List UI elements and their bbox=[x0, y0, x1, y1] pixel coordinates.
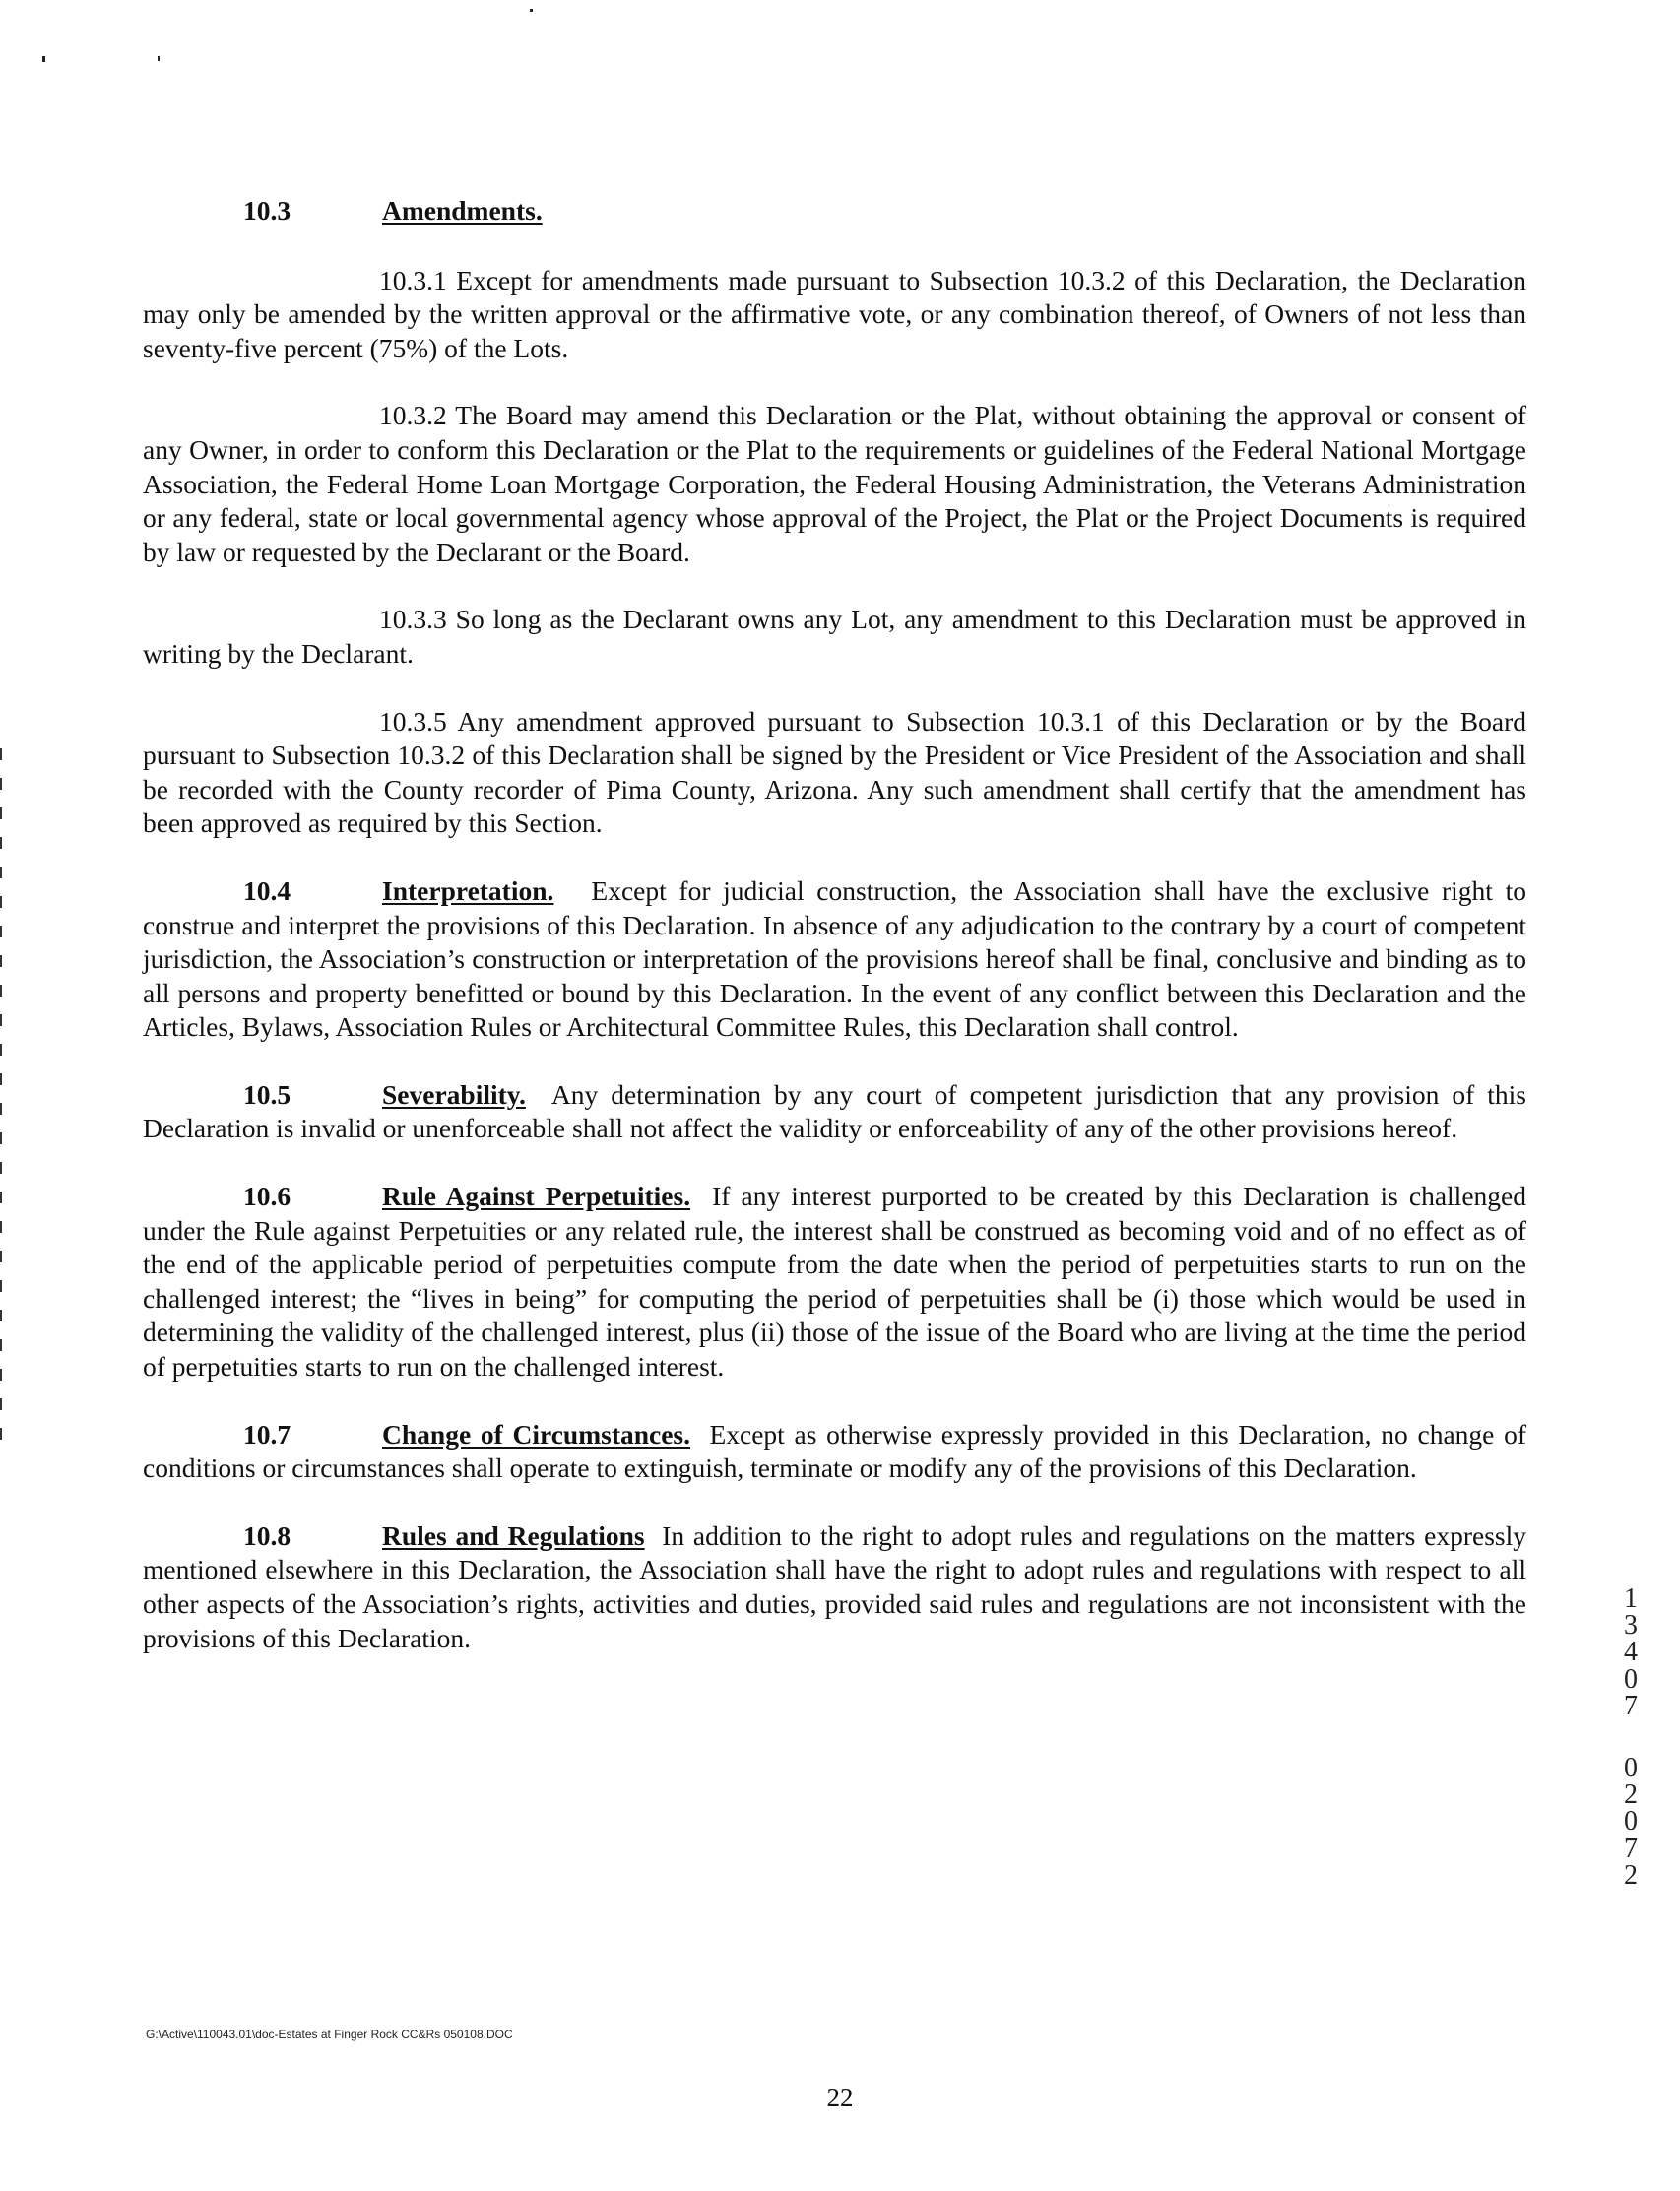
section-text: Any determination by any court of competent jurisdiction that any provision of this Declaration is invalid or unenforceable shall not affect the validity or enforceability of any of the other provisions hereof. bbox=[143, 1078, 1526, 1144]
recording-stamp-number bbox=[1621, 1585, 1641, 1889]
stamp-digit: 2 bbox=[1624, 1779, 1638, 1811]
stamp-digit: 0 bbox=[1624, 1806, 1638, 1837]
scan-speck bbox=[158, 56, 160, 61]
subsection-10-3-1: 10.3.1 Except for amendments made pursuant to Subsection 10.3.2 of this Declaration, the Declaration may only be amended by the written approval or the affirmative vote, or any combination thereof, of Owners of not less than seventy-five percent (75%) of the Lots. bbox=[143, 264, 1526, 363]
section-text: Except as otherwise expressly provided in this Declaration, no change of conditions or circumstances shall operate to extinguish, terminate or modify any of the provisions of this Declaration. bbox=[143, 1418, 1527, 1484]
stamp-digit: 7 bbox=[1624, 1833, 1638, 1864]
section-text: Except for judicial construction, the Association shall have the exclusive right to construe and interpret the provisions of this Declaration. In absence of any adjudication to the contrary by a court of competent jurisdiction, the Association’s construction or interpretation of the provisions hereof shall be final, conclusive and binding as to all persons and property benefitted or bound by this Declaration. In the event of any conflict between this Declaration and the Articles, Bylaws, Association Rules or Architectural Committee Rules, this Declaration shall control. bbox=[143, 874, 1526, 1043]
page-number: 22 bbox=[826, 2083, 854, 2112]
scan-edge-rule bbox=[0, 748, 2, 1448]
stamp-digit: 0 bbox=[1624, 1663, 1638, 1695]
section-number: 10.3 bbox=[243, 195, 291, 226]
section-title: Rules and Regulations bbox=[382, 1519, 645, 1551]
section-number: 10.7 bbox=[243, 1418, 291, 1450]
section-10-5 bbox=[143, 1078, 1526, 1146]
stamp-digit: 3 bbox=[1624, 1610, 1638, 1642]
stamp-digit: 1 bbox=[1624, 1583, 1638, 1614]
stamp-gap bbox=[1621, 1719, 1641, 1755]
stamp-digit: 7 bbox=[1624, 1690, 1638, 1721]
section-title: Change of Circumstances. bbox=[382, 1418, 691, 1450]
footer-file-path: G:\Active\110043.01\doc-Estates at Finger Rock CC&Rs 050108.DOC bbox=[146, 2028, 513, 2041]
section-title: Rule Against Perpetuities. bbox=[382, 1181, 691, 1212]
section-title: Severability. bbox=[382, 1078, 526, 1110]
scan-speck bbox=[42, 56, 45, 62]
section-number: 10.8 bbox=[243, 1519, 291, 1551]
section-title: Amendments. bbox=[382, 195, 543, 226]
section-text: In addition to the right to adopt rules and regulations on the matters expressly mentioned elsewhere in this Declaration, the Association shall have the right to adopt rules and regulations with respect to all other aspects of the Association’s rights, activities and duties, provided said rules and regulations are not inconsistent with the provisions of this Declaration. bbox=[143, 1519, 1527, 1653]
stamp-digit: 4 bbox=[1624, 1637, 1638, 1668]
stamp-digit: 0 bbox=[1624, 1753, 1638, 1784]
subsection-10-3-5: 10.3.5 Any amendment approved pursuant to Subsection 10.3.1 of this Declaration or by the Board pursuant to Subsection 10.3.2 of this Declaration shall be signed by the President or Vice President of the Association and shall be recorded with the County recorder of Pima County, Arizona. Any such amendment shall certify that the amendment has been approved as required by this Section. bbox=[143, 705, 1526, 839]
section-10-4 bbox=[143, 874, 1526, 1045]
section-number: 10.4 bbox=[243, 874, 291, 906]
section-10-7 bbox=[143, 1418, 1526, 1486]
section-number: 10.5 bbox=[243, 1078, 291, 1110]
document-body bbox=[143, 194, 1526, 1689]
section-number: 10.6 bbox=[243, 1181, 291, 1212]
section-10-6 bbox=[143, 1180, 1526, 1385]
section-10-3-heading bbox=[143, 194, 1526, 228]
section-title: Interpretation. bbox=[382, 874, 554, 906]
section-text: If any interest purported to be created by this Declaration is challenged under the Rule against Perpetuities or any related rule, the interest shall be construed as becoming void and of no effect as of the end of the applicable period of perpetuities compute from the date when the period of perpetuities starts to run on the challenged interest; the “lives in being” for computing the period of perpetuities shall be (i) those which would be used in determining the validity of the challenged interest, plus (ii) those of the issue of the Board who are living at the time the period of perpetuities starts to run on the challenged interest. bbox=[143, 1181, 1526, 1383]
subsection-10-3-3: 10.3.3 So long as the Declarant owns any Lot, any amendment to this Declaration must be approved in writing by the Declarant. bbox=[143, 604, 1526, 669]
scan-speck bbox=[530, 9, 533, 12]
section-10-8 bbox=[143, 1519, 1526, 1655]
subsection-10-3-2: 10.3.2 The Board may amend this Declaration or the Plat, without obtaining the approval or consent of any Owner, in order to conform this Declaration or the Plat to the requirements or guidelines of the Federal National Mortgage Association, the Federal Home Loan Mortgage Corporation, the Federal Housing Administration, the Veterans Administration or any federal, state or local governmental agency whose approval of the Project, the Plat or the Project Documents is required by law or requested by the Declarant or the Board. bbox=[143, 400, 1526, 567]
stamp-digit: 2 bbox=[1624, 1859, 1638, 1891]
